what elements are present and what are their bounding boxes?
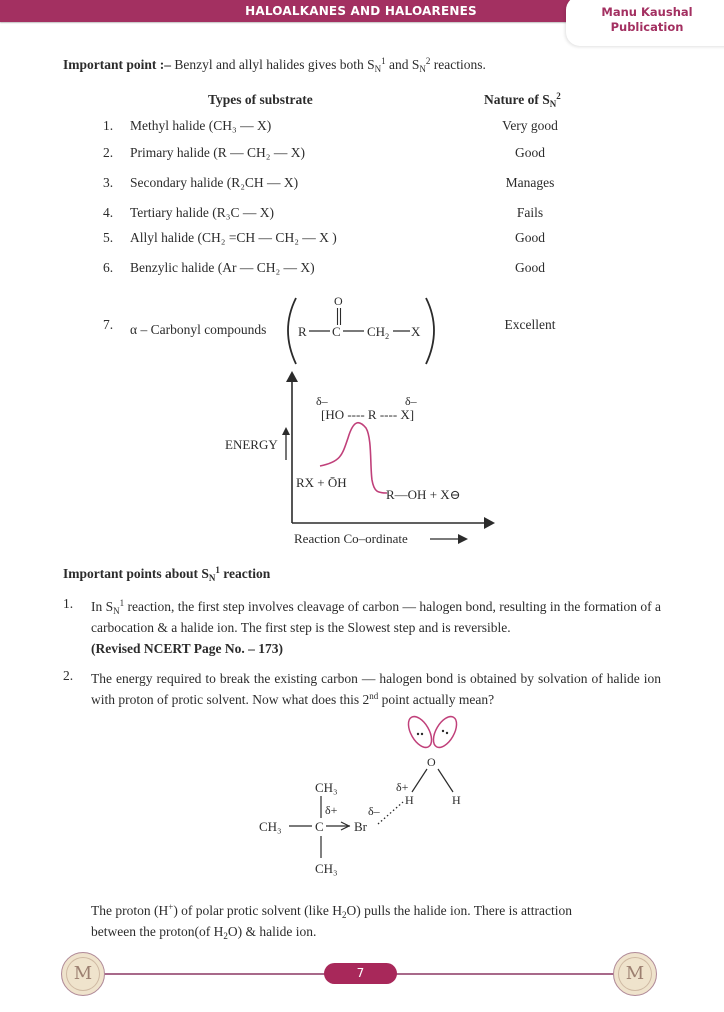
carbonyl-formula	[280, 290, 450, 370]
x-axis-arrow	[484, 517, 495, 529]
col-header-nature: Nature of $S_N^2$	[484, 91, 561, 109]
electron-dot	[417, 733, 419, 735]
products-label: R—OH + X⊖	[386, 487, 461, 502]
reaction-arrow-head	[458, 534, 468, 544]
delta-minus-br: δ–	[368, 804, 380, 818]
substrate-value: Fails	[516, 205, 544, 220]
energy-label: ENERGY	[225, 437, 278, 452]
electron-dot	[446, 732, 448, 734]
delta-minus-left: δ–	[316, 394, 328, 408]
lone-pair-lobe-left	[404, 713, 437, 751]
ncert-reference: (Revised NCERT Page No. – 173)	[91, 641, 284, 656]
important-point-label: Important point :–	[63, 57, 172, 72]
formula-r: R	[298, 324, 307, 339]
chapter-title: HALOALKANES AND HALOARENES	[245, 4, 477, 18]
solvation-diagram	[250, 712, 480, 887]
left-paren	[288, 298, 296, 364]
substrate-value: Good	[515, 260, 545, 275]
ch3-left: CH₃	[259, 819, 282, 834]
substrate-value: Excellent	[504, 317, 556, 332]
sn1-point-1: In $S_N^1$ reaction, the first step involves cleavage of carbon — halogen bond, resulting in the formation of a carbocation & a halide ion. The first step is the Slowest step and is reversible. (Revised NCERT Page No. – 173)	[91, 598, 661, 656]
publisher-name: Manu Kaushal Publication	[601, 5, 693, 34]
delta-minus-right: δ–	[405, 394, 417, 408]
carbon-atom: C	[315, 819, 324, 834]
bromine-atom: Br	[354, 819, 367, 834]
sn1-section-title: Important points about $S_N^1$ reaction	[63, 565, 271, 583]
col-header-substrate: Types of substrate	[208, 92, 313, 107]
formula-ch2: $CH_2$	[367, 324, 390, 341]
substrate-value: Good	[515, 230, 545, 245]
reaction-coordinate-label: Reaction Co–ordinate	[294, 531, 408, 546]
reactants-label: RX + ŌH	[296, 475, 347, 490]
substrate-value: Good	[515, 145, 545, 160]
delta-plus-c: δ+	[325, 803, 338, 817]
oxygen-atom: O	[427, 755, 436, 769]
formula-c: C	[332, 324, 341, 339]
substrate-label: α – Carbonyl compounds	[130, 322, 267, 337]
ch3-top: CH₃	[315, 780, 338, 795]
hydrogen-atom: H	[405, 793, 414, 807]
energy-profile-diagram	[220, 368, 510, 553]
substrate-label: Benzylic halide (Ar — CH₂ — X)	[130, 260, 315, 275]
formula-x: X	[411, 324, 421, 339]
delta-plus-h: δ+	[396, 780, 409, 794]
page-number: 7	[324, 963, 397, 984]
electron-dot	[421, 733, 423, 735]
hydrogen-atom: H	[452, 793, 461, 807]
transition-state: [HO ---- R ---- X]	[321, 407, 415, 422]
hydrogen-bond	[378, 802, 403, 824]
y-axis-arrow	[286, 371, 298, 382]
publisher-seal-icon: M	[61, 952, 105, 996]
electron-dot	[442, 730, 444, 732]
o-h-bond	[412, 769, 427, 792]
substrate-value: Very good	[502, 118, 558, 133]
energy-arrow-head	[282, 427, 290, 435]
substrate-label: Primary halide (R — CH₂ — X)	[130, 145, 305, 160]
ch3-bottom: CH₃	[315, 861, 338, 876]
publisher-seal-icon: M	[613, 952, 657, 996]
formula-o: O	[334, 294, 343, 308]
right-paren	[426, 298, 434, 364]
lone-pair-lobe-right	[429, 713, 462, 751]
substrate-label: Secondary halide (R₂CH — X)	[130, 175, 299, 190]
o-h-bond	[438, 769, 453, 792]
substrate-label: Allyl halide (CH₂ =CH — CH₂ — X )	[130, 230, 337, 245]
substrate-value: Manages	[505, 175, 555, 190]
sn1-point-2: The energy required to break the existing carbon — halogen bond is obtained by solvation of halide ion with proton of protic solvent. Now what does this 2nd point actually mean?	[91, 671, 661, 707]
explanation-paragraph: The proton (H+) of polar protic solvent (like $H_2O$) pulls the halide ion. There is attraction between the proton(of $H_2O$) & halide ion.	[91, 902, 572, 941]
substrate-label: Tertiary halide (R₃C — X)	[130, 205, 274, 220]
important-point: Important point :– Benzyl and allyl halides gives both $S_N^1$ and $S_N^2$ reactions.	[63, 56, 486, 74]
substrate-label: Methyl halide (CH₃ — X)	[130, 118, 272, 133]
